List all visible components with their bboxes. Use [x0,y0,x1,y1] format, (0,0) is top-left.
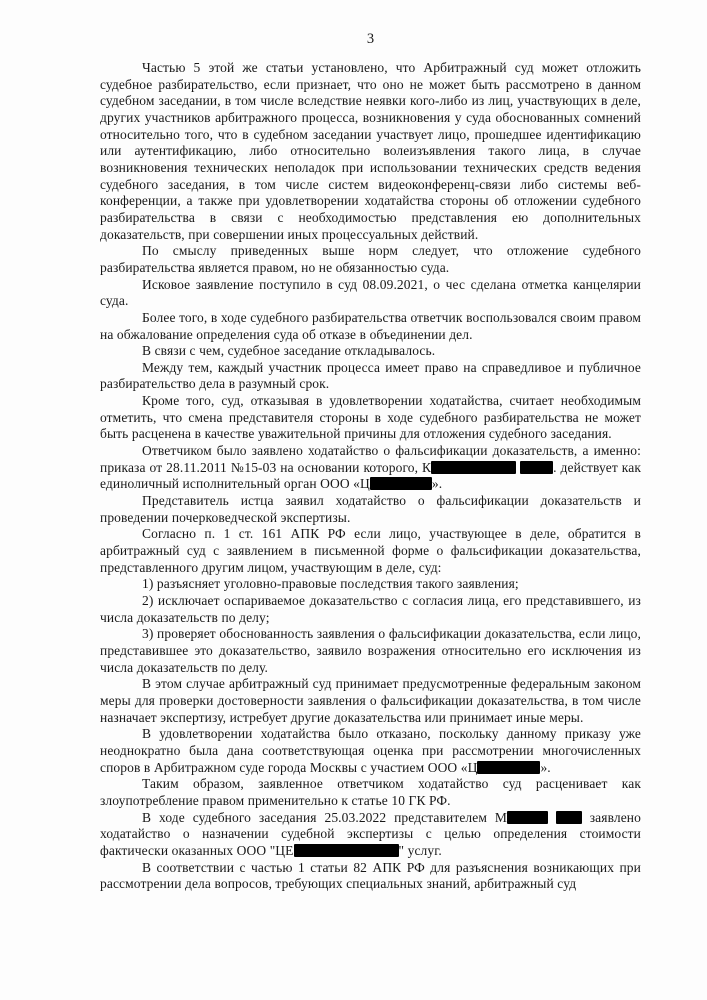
redaction-bar [477,761,540,774]
paragraph: В связи с чем, судебное заседание откладывалось. [142,343,436,359]
paragraph: Частью 5 этой же статьи установлено, что Арбитражный суд может отложить судебное разбирательство, если признает, что оно не может быть рассмотрено в данном судебном заседании, в том числе вследствие неявки кого-либо из лиц, участвующих в деле, других участников арбитражного процесса, возникновения у суда обоснованных сомнений относительно того, что в судебном заседании участвует лицо, прошедшее идентификацию или аутентификацию, либо относительно волеизъявления такого лица, в случае возникновения технических неполадок при использовании технических средств ведения судебного заседания, в том числе систем видеоконференц-связи либо системы веб-конференции, а также при удовлетворении ходатайства стороны об отложении судебного разбирательства в связи с необходимостью представления ею дополнительных доказательств, при совершении иных процессуальных действий. [100,60,641,242]
paragraph: Исковое заявление поступило в суд 08.09.2021, о чес сделана отметка канцелярии суда. [100,276,641,309]
page-number: 3 [366,31,375,47]
paragraph: В этом случае арбитражный суд принимает предусмотренные федеральным законом меры для проверки достоверности заявления о фальсификации доказательства, в том числе назначает экспертизу, истребует другие доказательства или принимает иные меры. [100,676,641,725]
redaction-bar [520,461,553,474]
redaction-bar [556,811,582,824]
redaction-bar [294,844,399,857]
paragraph: Кроме того, суд, отказывая в удовлетворении ходатайства, считает необходимым отметить, что смена представителя стороны в ходе судебного разбирательства не может быть расценена в качестве уважительной причины для отложения судебного заседания. [100,393,641,442]
paragraph: Ответчиком было заявлено ходатайство о фальсификации доказательств, а именно: приказа от 28.11.2011 №15-03 на основании которого, К . действует как единоличный исполнительный орган ООО «Ц ». [100,443,641,492]
paragraph: В удовлетворении ходатайства было отказано, поскольку данному приказу уже неоднократно была дана соответствующая оценка при рассмотрении многочисленных споров в Арбитражном суде города Москвы с участием ООО «Ц ». [100,726,641,775]
paragraph: В ходе судебного заседания 25.03.2022 представителем М заявлено ходатайство о назначении судебной экспертизы с целью определения стоимости фактически оказанных ООО "ЦЕ " услуг. [100,809,641,858]
paragraph: Между тем, каждый участник процесса имеет право на справедливое и публичное разбирательство дела в разумный срок. [100,359,641,392]
redaction-bar [431,461,516,474]
document-body [100,60,641,893]
paragraph: По смыслу приведенных выше норм следует, что отложение судебного разбирательства является правом, но не обязанностью суда. [100,243,641,275]
redaction-bar [507,811,548,824]
paragraph: Согласно п. 1 ст. 161 АПК РФ если лицо, участвующее в деле, обратится в арбитражный суд с заявлением в письменной форме о фальсификации доказательства, представленного другим лицом, участвующим в деле, суд: [100,526,641,575]
paragraph: В соответствии с частью 1 статьи 82 АПК РФ для разъяснения возникающих при рассмотрении дела вопросов, требующих специальных знаний, арбитражный суд [100,859,641,892]
paragraph: Таким образом, заявленное ответчиком ходатайство суд расценивает как злоупотребление правом применительно к статье 10 ГК РФ. [100,776,641,808]
paragraph: Представитель истца заявил ходатайство о фальсификации доказательств и проведении почерковедческой экспертизы. [100,493,641,525]
paragraph: Более того, в ходе судебного разбирательства ответчик воспользовался своим правом на обжалование определения суда об отказе в объединении дел. [100,309,641,342]
paragraph: 1) разъясняет уголовно-правовые последствия такого заявления; [142,576,519,592]
redaction-bar [370,477,432,490]
paragraph: 2) исключает оспариваемое доказательство с согласия лица, его представившего, из числа доказательств по делу; [100,593,641,625]
paragraph: 3) проверяет обоснованность заявления о фальсификации доказательства, если лицо, представившее это доказательство, заявило возражения относительно его исключения из числа доказательств по делу. [100,626,641,675]
